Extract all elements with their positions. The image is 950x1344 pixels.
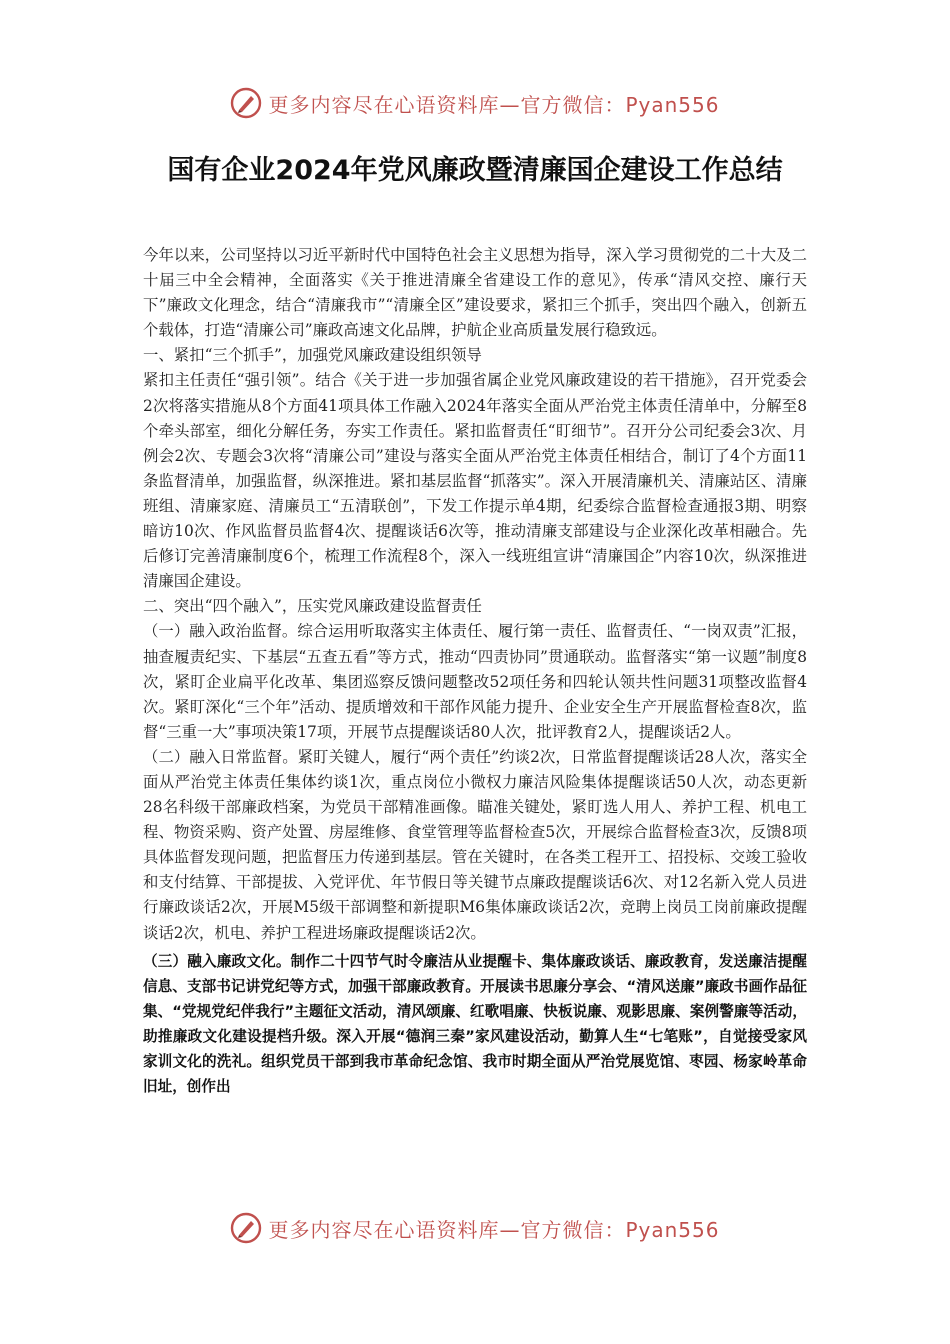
section-heading-2: 二、突出“四个融入”，压实党风廉政建设监督责任 [143, 597, 482, 616]
document-title: 国有企业2024年党风廉政暨清廉国企建设工作总结 [167, 155, 783, 186]
header-watermark-banner [0, 83, 950, 123]
section-heading-1: 一、紧扣“三个抓手”，加强党风廉政建设组织领导 [143, 346, 482, 365]
subsection-integrity-culture: （三）融入廉政文化。制作二十四节气时令廉洁从业提醒卡、集体廉政谈话、廉政教育，发送廉洁提醒信息、支部书记讲党纪等方式，加强干部廉政教育。开展读书思廉分享会、“清风送廉”廉政书画作品征集、“党规党纪伴我行”主题征文活动，清风颂廉、红歌唱廉、快板说廉、观影思廉、案例警廉等活动，助推廉政文化建设提档升级。深入开展“德润三秦”家风建设活动，勤算人生“七笔账”，自觉接受家风家训文化的洗礼。组织党员干部到我市革命纪念馆、我市时期全面从严治党展览馆、枣园、杨家岭革命旧址，创作出 [143, 952, 807, 1096]
intro-paragraph: 今年以来，公司坚持以习近平新时代中国特色社会主义思想为指导，深入学习贯彻党的二十大及二十届三中全会精神，全面落实《关于推进清廉全省建设工作的意见》，传承“清风交控、廉行天下”廉政文化理念，结合“清廉我市”“清廉全区”建设要求，紧扣三个抓手，突出四个融入，创新五个载体，打造“清廉公司”廉政高速文化品牌，护航企业高质量发展行稳致远。 [143, 246, 807, 340]
section-1-body: 紧扣主任责任“强引领”。结合《关于进一步加强省属企业党风廉政建设的若干措施》，召开党委会2次将落实措施从8个方面41项具体工作融入2024年落实全面从严治党主体责任清单中，分解至8个牵头部室，细化分解任务，夯实工作责任。紧扣监督责任“盯细节”。召开分公司纪委会3次、月例会2次、专题会3次将“清廉公司”建设与落实全面从严治党主体责任相结合，制订了4个方面11条监督清单，加强监督，纵深推进。紧扣基层监督“抓落实”。深入开展清廉机关、清廉站区、清廉班组、清廉家庭、清廉员工“五清联创”，下发工作提示单4期，纪委综合监督检查通报3期、明察暗访10次、作风监督员监督4次、提醒谈话6次等，推动清廉支部建设与企业深化改革相融合。先后修订完善清廉制度6个，梳理工作流程8个，深入一线班组宣讲“清廉国企”内容10次，纵深推进清廉国企建设。 [143, 371, 807, 591]
pen-logo-icon [230, 1212, 262, 1244]
subsection-political-supervision: （一）融入政治监督。综合运用听取落实主体责任、履行第一责任、监督责任、“一岗双责”汇报，抽查履责纪实、下基层“五查五看”等方式，推动“四责协同”贯通联动。监督落实“第一议题”制度8次，紧盯企业扁平化改革、集团巡察反馈问题整改52项任务和四轮认领共性问题31项整改监督4次。紧盯深化“三个年”活动、提质增效和干部作风能力提升、企业安全生产开展监督检查8次，监督“三重一大”事项决策17项，开展节点提醒谈话80人次，批评教育2人，提醒谈话2人。 [143, 622, 807, 741]
watermark-text: 更多内容尽在心语资料库—官方微信：Pyan556 [268, 92, 720, 117]
subsection-daily-supervision: （二）融入日常监督。紧盯关键人，履行“两个责任”约谈2次，日常监督提醒谈话28人次，落实全面从严治党主体责任集体约谈1次，重点岗位小微权力廉洁风险集体提醒谈话50人次，动态更新28名科级干部廉政档案，为党员干部精准画像。瞄准关键处，紧盯选人用人、养护工程、机电工程、物资采购、资产处置、房屋维修、食堂管理等监督检查5次，开展综合监督检查3次，反馈8项具体监督发现问题，把监督压力传递到基层。管在关键时，在各类工程开工、招投标、交竣工验收和支付结算、干部提拔、入党评优、年节假日等关键节点廉政提醒谈话6次、对12名新入党人员进行廉政谈话2次，开展M5级干部调整和新提职M6集体廉政谈话2次，竞聘上岗员工岗前廉政提醒谈话2次，机电、养护工程进场廉政提醒谈话2次。 [143, 747, 807, 942]
footer-watermark-banner [0, 1208, 950, 1248]
document-body [143, 243, 807, 1099]
pen-logo-icon [230, 87, 262, 119]
watermark-text: 更多内容尽在心语资料库—官方微信：Pyan556 [268, 1217, 720, 1242]
